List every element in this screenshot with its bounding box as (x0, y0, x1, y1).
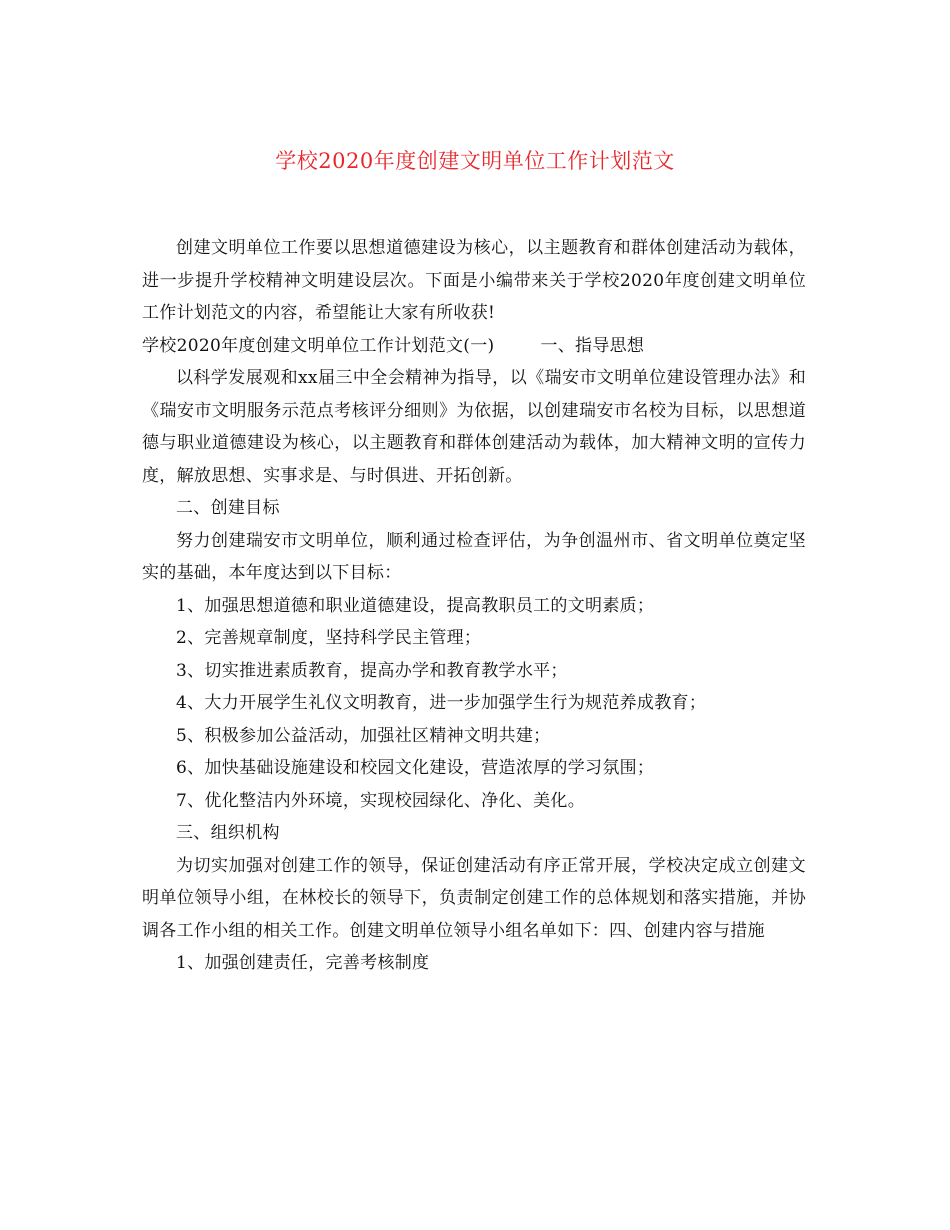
list-item: 2、完善规章制度，坚持科学民主管理； (176, 628, 482, 648)
list-item: 5、积极参加公益活动，加强社区精神文明共建； (176, 725, 551, 746)
list-item: 7、优化整洁内外环境，实现校园绿化、净化、美化。 (176, 790, 586, 811)
list-item: 6、加快基础设施建设和校园文化建设，营造浓厚的学习氛围； (176, 758, 655, 778)
section-heading-goals: 二、创建目标 (176, 498, 280, 518)
subtitle-text: 学校2020年度创建文明单位工作计划范文(一) (142, 335, 495, 356)
heading-line (142, 330, 806, 363)
list-item: 1、加强创建责任，完善考核制度 (176, 953, 430, 973)
section-heading-organization: 三、组织机构 (176, 823, 280, 843)
organization-paragraph: 为切实加强对创建工作的领导，保证创建活动有序正常开展，学校决定成立创建文明单位领导小组，在林校长的领导下，负责制定创建工作的总体规划和落实措施，并协调各工作小组的相关工作。创建文明单位领导小组名单如下：四、创建内容与措施 (142, 855, 806, 941)
document-body (142, 232, 806, 980)
document-title: 学校2020年度创建文明单位工作计划范文 (275, 149, 675, 173)
intro-paragraph: 创建文明单位工作要以思想道德建设为核心，以主题教育和群体创建活动为载体，进一步提升学校精神文明建设层次。下面是小编带来关于学校2020年度创建文明单位工作计划范文的内容，希望能让大家有所收获! (142, 238, 806, 323)
list-item: 1、加强思想道德和职业道德建设，提高教职员工的文明素质； (176, 595, 655, 616)
guiding-thought-paragraph: 以科学发展观和xx届三中全会精神为指导，以《瑞安市文明单位建设管理办法》和《瑞安市文明服务示范点考核评分细则》为依据，以创建瑞安市名校为目标，以思想道德与职业道德建设为核心，以主题教育和群体创建活动为载体，加大精神文明的宣传力度，解放思想、实事求是、与时俱进、开拓创新。 (142, 368, 806, 486)
goals-paragraph: 努力创建瑞安市文明单位，顺利通过检查评估，为争创温州市、省文明单位奠定坚实的基础，本年度达到以下目标： (142, 530, 806, 583)
section-heading-guiding-thought: 一、指导思想 (540, 335, 645, 356)
list-item: 4、大力开展学生礼仪文明教育，进一步加强学生行为规范养成教育； (176, 693, 707, 713)
list-item: 3、切实推进素质教育，提高办学和教育教学水平； (176, 660, 568, 681)
